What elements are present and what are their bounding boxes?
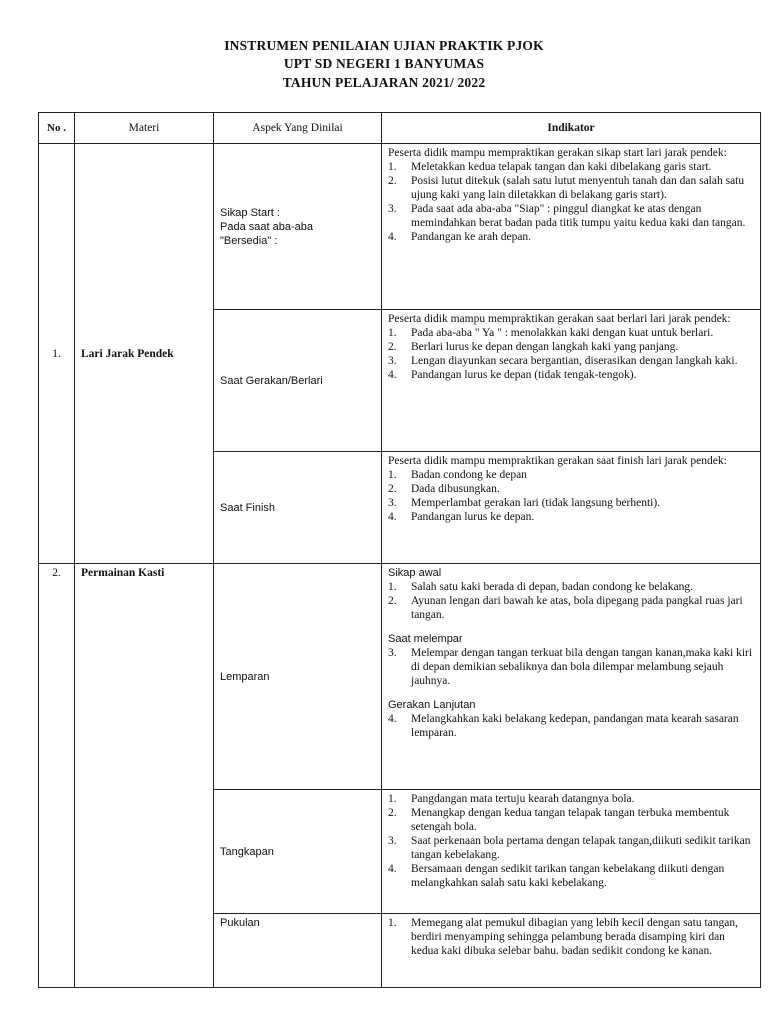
item-number: 4.: [388, 511, 397, 523]
indikator-intro: Peserta didik mampu mempraktikan gerakan saat finish lari jarak pendek:: [388, 455, 727, 467]
item-number: 4.: [388, 369, 397, 381]
header-indikator: Indikator: [382, 113, 761, 144]
item-text: Memegang alat pemukul dibagian yang lebih kecil dengan satu tangan, berdiri menyamping sehingga pelambung berada disamping kiri dan kedua kaki dibuka selebar bahu. badan sedikit condong ke kanan.: [411, 917, 739, 957]
aspek-label: Lemparan: [214, 564, 382, 790]
indikator-item: [388, 862, 754, 890]
item-text: Pandangan lurus ke depan.: [411, 511, 535, 523]
indikator-item: [388, 482, 754, 496]
header-no: No .: [39, 113, 75, 144]
indikator-subheading: Saat melempar: [388, 633, 463, 645]
item-number: 2.: [388, 175, 397, 187]
indikator-cell: [382, 310, 761, 452]
item-number: 2.: [388, 341, 397, 353]
item-number: 3.: [388, 203, 397, 215]
indikator-item: [388, 160, 754, 174]
materi-name: Lari Jarak Pendek: [75, 144, 214, 564]
item-number: 1.: [388, 581, 397, 593]
item-number: 3.: [388, 647, 397, 659]
indikator-list: [388, 712, 754, 740]
item-text: Pada aba-aba " Ya " : menolakkan kaki dengan kuat untuk berlari.: [411, 327, 714, 339]
indikator-list: [388, 792, 754, 890]
table-row: [39, 564, 761, 790]
item-number: 1.: [388, 161, 397, 173]
item-text: Salah satu kaki berada di depan, badan condong ke belakang.: [411, 581, 693, 593]
item-text: Pada saat ada aba-aba "Siap" : pinggul diangkat ke atas dengan memindahkan berat badan pada titik tumpu yaitu kedua kaki dan tangan.: [411, 203, 746, 229]
item-text: Lengan diayunkan secara bergantian, diserasikan dengan langkah kaki.: [411, 355, 738, 367]
indikator-cell: [382, 564, 761, 790]
item-text: Pandangan lurus ke depan (tidak tengak-tengok).: [411, 369, 637, 381]
indikator-item: [388, 712, 754, 740]
indikator-item: [388, 468, 754, 482]
indikator-item: [388, 916, 754, 958]
item-text: Saat perkenaan bola pertama dengan telapak tangan,diikuti sedikit tarikan tangan kebelakang.: [411, 835, 751, 861]
indikator-cell: [382, 914, 761, 988]
indikator-list: [388, 160, 754, 244]
indikator-item: [388, 510, 754, 524]
aspek-label: Sikap Start :: [220, 206, 280, 219]
item-text: Berlari lurus ke depan dengan langkah kaki yang panjang.: [411, 341, 679, 353]
indikator-list: [388, 916, 754, 958]
item-number: 4.: [388, 713, 397, 725]
item-text: Memperlambat gerakan lari (tidak langsung berhenti).: [411, 497, 661, 509]
indikator-item: [388, 326, 754, 340]
item-text: Pangdangan mata tertuju kearah datangnya bola.: [411, 793, 635, 805]
header-materi: Materi: [75, 113, 214, 144]
aspek-label: Saat Finish: [214, 452, 382, 564]
item-number: 4.: [388, 231, 397, 243]
item-text: Dada dibusungkan.: [411, 483, 500, 495]
indikator-item: [388, 834, 754, 862]
item-text: Bersamaan dengan sedikit tarikan tangan kebelakang diikuti dengan melangkahkan salah satu kaki kebelakang.: [411, 863, 725, 889]
row-number: 1.: [39, 144, 75, 564]
indikator-item: [388, 368, 754, 382]
indikator-item: [388, 202, 754, 230]
indikator-cell: [382, 144, 761, 310]
item-number: 1.: [388, 917, 397, 929]
indikator-item: [388, 354, 754, 368]
item-number: 1.: [388, 793, 397, 805]
indikator-list: [388, 580, 754, 622]
item-number: 2.: [388, 483, 397, 495]
indikator-cell: [382, 452, 761, 564]
indikator-item: [388, 594, 754, 622]
item-number: 1.: [388, 469, 397, 481]
table-header-row: [39, 113, 761, 144]
indikator-item: [388, 230, 754, 244]
item-text: Badan condong ke depan: [411, 469, 527, 481]
aspek-label: Saat Gerakan/Berlari: [214, 310, 382, 452]
indikator-list: [388, 326, 754, 382]
item-number: 4.: [388, 863, 397, 875]
indikator-intro: Peserta didik mampu mempraktikan gerakan saat berlari lari jarak pendek:: [388, 313, 731, 325]
indikator-subheading: Sikap awal: [388, 567, 442, 579]
aspek-label: "Bersedia" :: [220, 234, 278, 247]
indikator-item: [388, 174, 754, 202]
aspek-label: Tangkapan: [214, 790, 382, 914]
academic-year: TAHUN PELAJARAN 2021/ 2022: [282, 75, 486, 90]
item-text: Melangkahkan kaki belakang kedepan, pandangan mata kearah sasaran lemparan.: [411, 713, 739, 739]
school-name: UPT SD NEGERI 1 BANYUMAS: [283, 56, 485, 71]
indikator-list: [388, 468, 754, 524]
item-number: 3.: [388, 355, 397, 367]
indikator-item: [388, 646, 754, 688]
aspek-label: Pukulan: [214, 914, 382, 988]
indikator-subheading: Gerakan Lanjutan: [388, 699, 476, 711]
item-text: Menangkap dengan kedua tangan telapak tangan terbuka membentuk setengah bola.: [411, 807, 730, 833]
item-text: Posisi lutut ditekuk (salah satu lutut menyentuh tanah dan dan salah satu ujung kaki yang lain diletakkan di belakang garis start).: [411, 175, 745, 201]
item-text: Ayunan lengan dari bawah ke atas, bola dipegang pada pangkal ruas jari tangan.: [411, 595, 743, 621]
row-number: 2.: [39, 564, 75, 988]
item-number: 3.: [388, 835, 397, 847]
assessment-table: [38, 112, 761, 988]
indikator-list: [388, 646, 754, 688]
indikator-item: [388, 496, 754, 510]
indikator-cell: [382, 790, 761, 914]
indikator-intro: Peserta didik mampu mempraktikan gerakan sikap start lari jarak pendek:: [388, 147, 727, 159]
indikator-item: [388, 806, 754, 834]
materi-name: Permainan Kasti: [75, 564, 214, 988]
item-number: 2.: [388, 807, 397, 819]
header-aspek: Aspek Yang Dinilai: [214, 113, 382, 144]
item-text: Pandangan ke arah depan.: [411, 231, 532, 243]
aspek-cell: [214, 144, 382, 310]
indikator-item: [388, 340, 754, 354]
indikator-item: [388, 792, 754, 806]
indikator-item: [388, 580, 754, 594]
aspek-label: Pada saat aba-aba: [220, 220, 313, 233]
document-title: INSTRUMEN PENILAIAN UJIAN PRAKTIK PJOK: [224, 38, 544, 53]
item-number: 3.: [388, 497, 397, 509]
table-row: [39, 144, 761, 310]
item-number: 1.: [388, 327, 397, 339]
item-text: Meletakkan kedua telapak tangan dan kaki dibelakang garis start.: [411, 161, 712, 173]
item-number: 2.: [388, 595, 397, 607]
item-text: Melempar dengan tangan terkuat bila dengan tangan kanan,maka kaki kiri di depan demikian sebaliknya dan bola dilempar melambung sejauh jauhnya.: [411, 647, 753, 687]
